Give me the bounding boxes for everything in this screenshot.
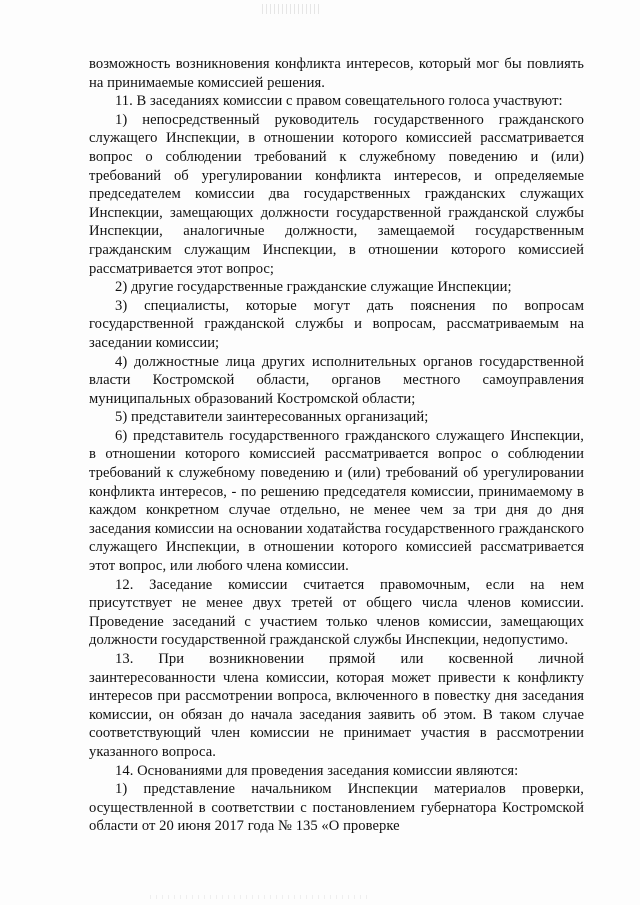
document-body [89,55,584,836]
paragraph-14-sub-1: 1) представление начальником Инспекции материалов проверки, осуществленной в соответствии с постановлением губернатора Костромской области от 20 июня 2017 года № 135 «О проверке [89,781,584,835]
paragraph-11-sub-3: 3) специалисты, которые могут дать пояснения по вопросам государственной гражданской службы и вопросам, рассматриваемым на заседании комиссии; [89,297,584,351]
paragraph-11-sub-1: 1) непосредственный руководитель государственного гражданского служащего Инспекции, в отношении которого комиссией рассматривается вопрос о соблюдении требований к служебному поведению и (или) требований об урегулировании конфликта интересов, и определяемые председателем комиссии два государственных гражданских служащих Инспекции, замещающих должности государственной гражданской службы Инспекции, аналогичные должности, замещаемой государственным гражданским служащим Инспекции, в отношении которого комиссией рассматривается этот вопрос; [89,111,584,277]
scan-artifact [150,895,370,899]
paragraph-continuation: возможность возникновения конфликта интересов, который мог бы повлиять на принимаемые комиссией решения. [89,56,584,91]
scan-artifact [262,4,322,14]
paragraph-item-12: 12. Заседание комиссии считается правомочным, если на нем присутствует не менее двух третей от общего числа членов комиссии. Проведение заседаний с участием только членов комиссии, замещающих должности государственной гражданской службы Инспекции, недопустимо. [89,576,584,649]
paragraph-item-14: 14. Основаниями для проведения заседания комиссии являются: [115,762,519,779]
paragraph-item-13: 13. При возникновении прямой или косвенной личной заинтересованности члена комиссии, которая может привести к конфликту интересов при рассмотрении вопроса, включенного в повестку дня заседания комиссии, он обязан до начала заседания заявить об этом. В таком случае соответствующий член комиссии не принимает участия в рассмотрении указанного вопроса. [89,651,584,760]
paragraph-11-sub-4: 4) должностные лица других исполнительных органов государственной власти Костромской области, органов местного самоуправления муниципальных образований Костромской области; [89,353,584,407]
paragraph-11-sub-2: 2) другие государственные гражданские служащие Инспекции; [115,279,512,296]
paragraph-11-sub-6: 6) представитель государственного гражданского служащего Инспекции, в отношении которого комиссией рассматривается вопрос о соблюдении требований к служебному поведению и (или) требований об урегулировании конфликта интересов, - по решению председателя комиссии, принимаемому в каждом конкретном случае отдельно, не менее чем за три дня до дня заседания комиссии на основании ходатайства государственного гражданского служащего Инспекции, в отношении которого комиссией рассматривается этот вопрос, или любого члена комиссии. [89,427,584,575]
paragraph-11-sub-5: 5) представители заинтересованных организаций; [115,409,429,426]
paragraph-item-11: 11. В заседаниях комиссии с правом совещательного голоса участвуют: [115,93,563,110]
